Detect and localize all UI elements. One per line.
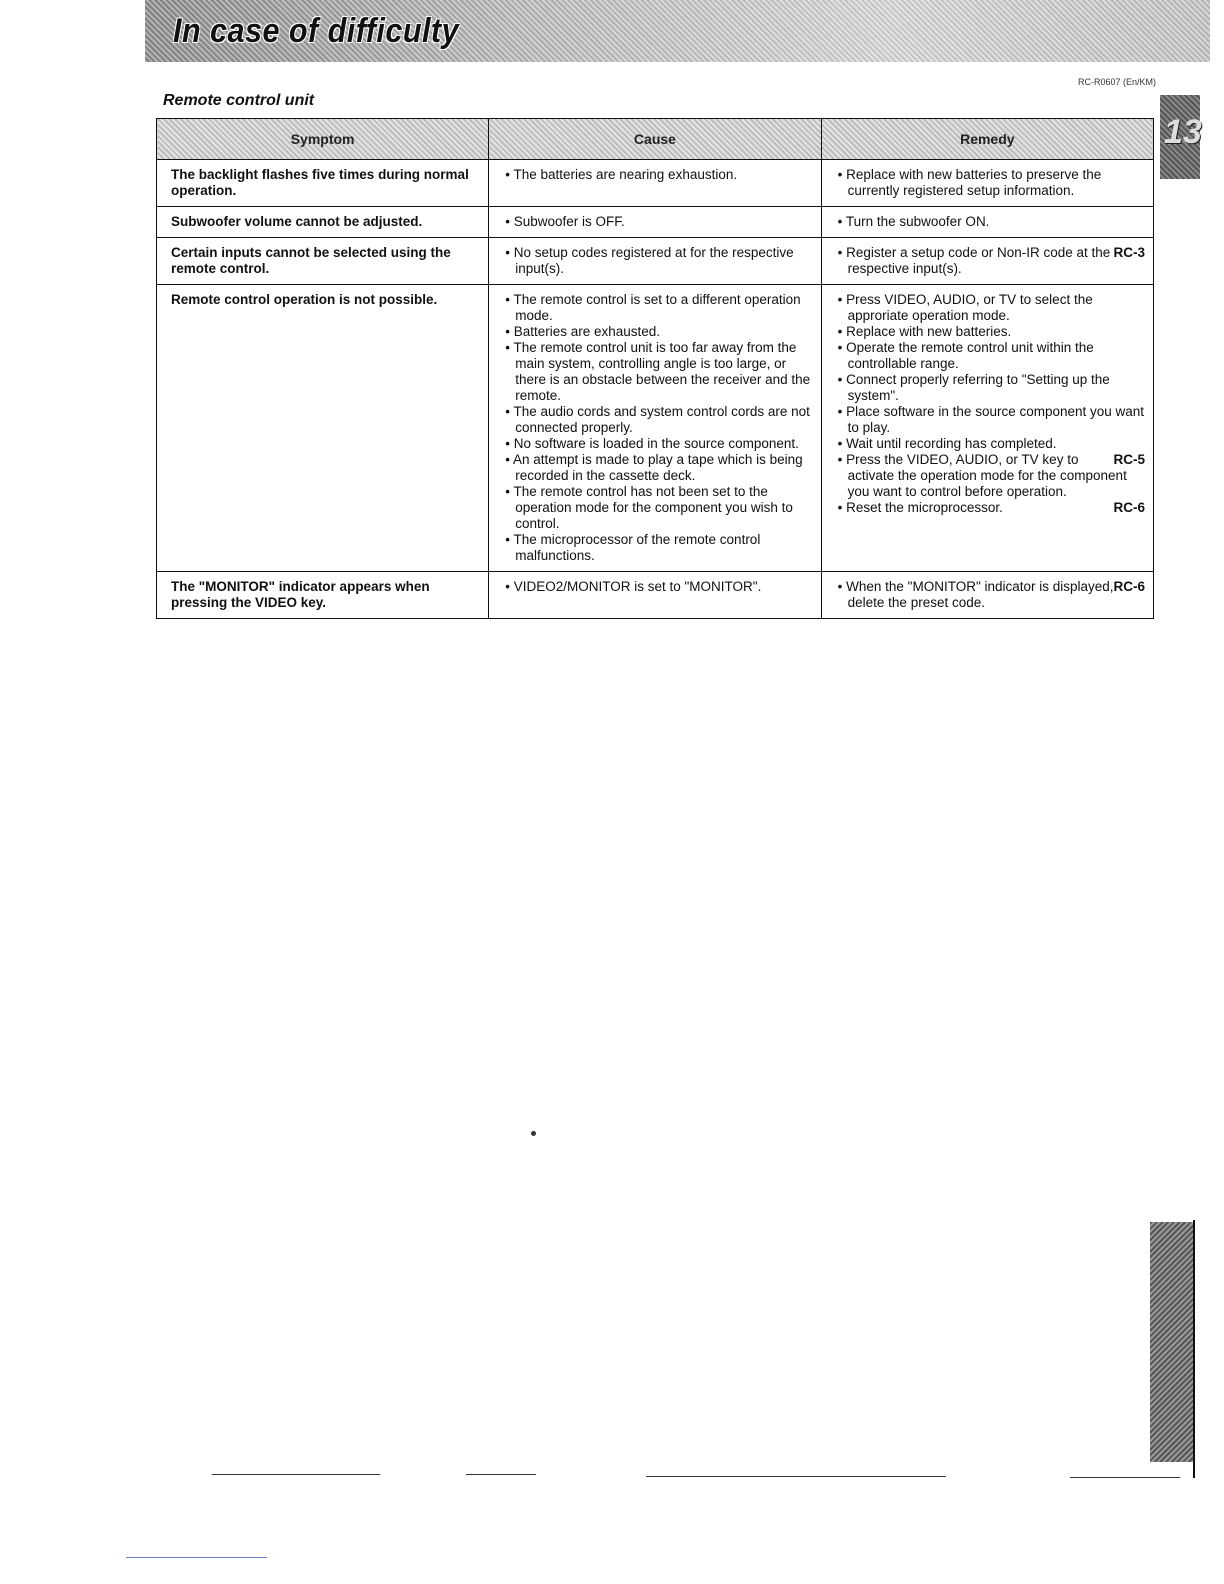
page-reference: • RC-6	[1113, 579, 1145, 594]
column-header-cause: Cause	[489, 119, 821, 160]
table-row	[157, 572, 1154, 619]
remedy-cell	[821, 160, 1153, 207]
page-reference: • RC-5	[1113, 452, 1145, 467]
remedy-text: Press the VIDEO, AUDIO, or TV key to activate the operation mode for the component you want to control before operation.	[846, 452, 1127, 499]
speck	[531, 1131, 536, 1136]
remedy-text: Replace with new batteries.	[846, 324, 1012, 339]
remedy-item	[836, 167, 1145, 199]
remedy-text: Reset the microprocessor.	[846, 500, 1003, 515]
remedy-item	[836, 500, 1145, 516]
cause-cell	[489, 238, 821, 285]
bottom-link-rule	[126, 1557, 267, 1558]
remedy-text: Operate the remote control unit within the controllable range.	[846, 340, 1094, 371]
document-reference: RC-R0607 (En/KM)	[1077, 77, 1156, 87]
remedy-cell	[821, 285, 1153, 572]
cause-cell	[489, 285, 821, 572]
remedy-cell	[821, 572, 1153, 619]
bottom-rule	[646, 1476, 946, 1477]
remedy-item	[836, 340, 1145, 372]
cause-item: • Batteries are exhausted.	[503, 324, 812, 340]
remedy-text: When the "MONITOR" indicator is displayed, delete the preset code.	[846, 579, 1114, 610]
cause-item: • An attempt is made to play a tape which is being recorded in the cassette deck.	[503, 452, 812, 484]
remedy-text: Place software in the source component you want to play.	[846, 404, 1145, 435]
cause-item: • The remote control unit is too far away from the main system, controlling angle is too large, or there is an obstacle between the receiver and the remote.	[503, 340, 812, 404]
symptom-cell: The backlight flashes five times during normal operation.	[157, 160, 489, 207]
remedy-text: Wait until recording has completed.	[846, 436, 1057, 451]
table-row	[157, 160, 1154, 207]
cause-cell	[489, 160, 821, 207]
cause-item: • No setup codes registered at for the respective input(s).	[503, 245, 812, 277]
remedy-item	[836, 452, 1145, 500]
bottom-rule	[212, 1474, 380, 1475]
symptom-cell: The "MONITOR" indicator appears when pressing the VIDEO key.	[157, 572, 489, 619]
cause-item: • Subwoofer is OFF.	[503, 214, 812, 230]
cause-item: • No software is loaded in the source component.	[503, 436, 812, 452]
remedy-item	[836, 324, 1145, 340]
remedy-item	[836, 245, 1145, 277]
right-rule	[1193, 1220, 1195, 1478]
table-row	[157, 285, 1154, 572]
bottom-rule	[466, 1474, 536, 1475]
remedy-text: Press VIDEO, AUDIO, or TV to select the approriate operation mode.	[846, 292, 1093, 323]
remedy-cell	[821, 238, 1153, 285]
remedy-item	[836, 372, 1145, 404]
symptom-cell: Certain inputs cannot be selected using the remote control.	[157, 238, 489, 285]
remedy-text: Turn the subwoofer ON.	[845, 214, 990, 229]
remedy-item	[836, 292, 1145, 324]
page-title: In case of difficulty	[173, 12, 460, 50]
remedy-text: Replace with new batteries to preserve the currently registered setup information.	[846, 167, 1102, 198]
symptom-cell: Remote control operation is not possible.	[157, 285, 489, 572]
table-header-row	[157, 119, 1154, 160]
column-header-symptom: Symptom	[157, 119, 489, 160]
cause-cell	[489, 572, 821, 619]
remedy-item	[836, 579, 1145, 611]
page-tab-number: 13	[1164, 113, 1202, 151]
table-body	[157, 160, 1154, 619]
header-banner	[145, 0, 1210, 62]
cause-item: • The batteries are nearing exhaustion.	[503, 167, 812, 183]
remedy-item	[836, 214, 1145, 230]
symptom-cell: Subwoofer volume cannot be adjusted.	[157, 207, 489, 238]
cause-cell	[489, 207, 821, 238]
cause-item: • VIDEO2/MONITOR is set to "MONITOR".	[503, 579, 812, 595]
column-header-remedy: Remedy	[821, 119, 1153, 160]
cause-item: • The microprocessor of the remote control malfunctions.	[503, 532, 812, 564]
remedy-text: Connect properly referring to "Setting up the system".	[846, 372, 1110, 403]
page-tab	[1160, 95, 1200, 179]
remedy-item	[836, 404, 1145, 436]
remedy-text: Register a setup code or Non-IR code at the respective input(s).	[846, 245, 1111, 276]
table-row	[157, 238, 1154, 285]
troubleshooting-table	[156, 118, 1154, 619]
table-row	[157, 207, 1154, 238]
remedy-item	[836, 436, 1145, 452]
page-reference: • RC-6	[1113, 500, 1145, 515]
cause-item: • The remote control has not been set to the operation mode for the component you wish to control.	[503, 484, 812, 532]
section-title: Remote control unit	[163, 92, 315, 109]
page-reference: • RC-3	[1113, 245, 1145, 260]
remedy-cell	[821, 207, 1153, 238]
side-strip	[1150, 1222, 1194, 1462]
cause-item: • The audio cords and system control cords are not connected properly.	[503, 404, 812, 436]
cause-item: • The remote control is set to a different operation mode.	[503, 292, 812, 324]
bottom-rule	[1070, 1477, 1180, 1478]
